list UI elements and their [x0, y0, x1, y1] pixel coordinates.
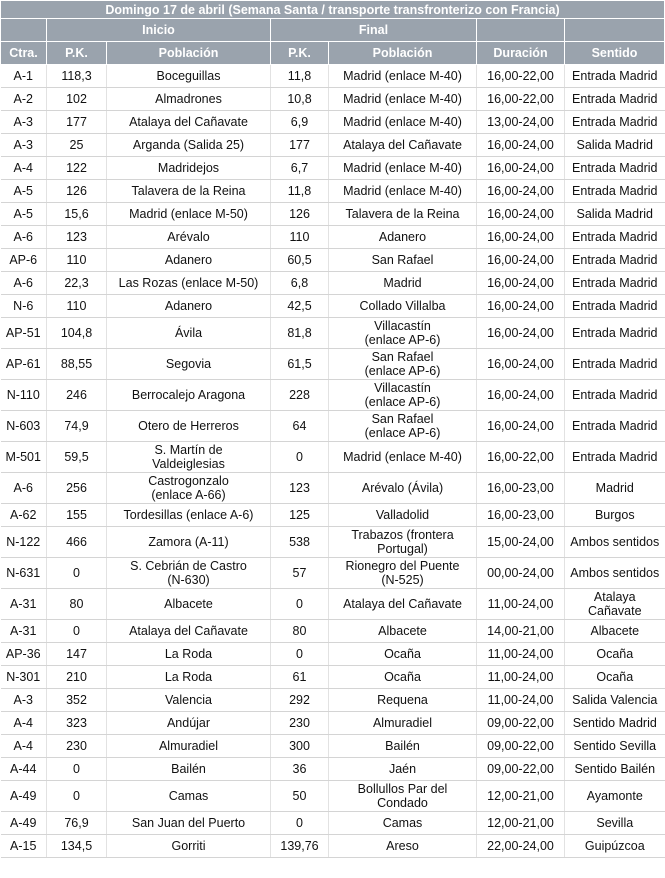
header-spacer — [477, 19, 565, 42]
table-row — [1, 111, 665, 134]
poblacion-final-cell: Bailén — [329, 735, 477, 758]
ctra-cell: A-62 — [1, 504, 47, 527]
ctra-cell: AP-36 — [1, 643, 47, 666]
pk-final-cell: 36 — [271, 758, 329, 781]
poblacion-final-cell: Madrid (enlace M-40) — [329, 157, 477, 180]
table-row — [1, 134, 665, 157]
sentido-cell: Burgos — [565, 504, 665, 527]
duracion-cell: 16,00-24,00 — [477, 134, 565, 157]
table-row — [1, 666, 665, 689]
pk-final-cell: 81,8 — [271, 318, 329, 349]
pk-inicio-cell: 118,3 — [47, 65, 107, 88]
poblacion-inicio-cell: Zamora (A-11) — [107, 527, 271, 558]
table-row — [1, 318, 665, 349]
pk-inicio-cell: 25 — [47, 134, 107, 157]
group-header-final: Final — [271, 19, 477, 42]
duracion-cell: 14,00-21,00 — [477, 620, 565, 643]
poblacion-final-cell: Madrid — [329, 272, 477, 295]
table-row — [1, 180, 665, 203]
pk-final-cell: 6,7 — [271, 157, 329, 180]
sentido-cell: Entrada Madrid — [565, 180, 665, 203]
poblacion-inicio-cell: Talavera de la Reina — [107, 180, 271, 203]
poblacion-inicio-cell: S. Cebrián de Castro (N-630) — [107, 558, 271, 589]
poblacion-inicio-cell: Madrid (enlace M-50) — [107, 203, 271, 226]
poblacion-inicio-cell: Segovia — [107, 349, 271, 380]
duracion-cell: 16,00-24,00 — [477, 203, 565, 226]
ctra-cell: A-1 — [1, 65, 47, 88]
sentido-cell: Albacete — [565, 620, 665, 643]
ctra-cell: A-49 — [1, 812, 47, 835]
ctra-cell: A-5 — [1, 180, 47, 203]
pk-inicio-cell: 104,8 — [47, 318, 107, 349]
sentido-cell: Entrada Madrid — [565, 249, 665, 272]
column-header-ctra: Ctra. — [1, 42, 47, 65]
poblacion-inicio-cell: Madridejos — [107, 157, 271, 180]
pk-final-cell: 57 — [271, 558, 329, 589]
poblacion-inicio-cell: La Roda — [107, 666, 271, 689]
sentido-cell: Ambos sentidos — [565, 527, 665, 558]
duracion-cell: 16,00-22,00 — [477, 88, 565, 111]
sentido-cell: Sentido Bailén — [565, 758, 665, 781]
poblacion-inicio-cell: Bailén — [107, 758, 271, 781]
table-row — [1, 249, 665, 272]
pk-final-cell: 6,9 — [271, 111, 329, 134]
poblacion-final-cell: Madrid (enlace M-40) — [329, 180, 477, 203]
pk-inicio-cell: 177 — [47, 111, 107, 134]
pk-inicio-cell: 466 — [47, 527, 107, 558]
poblacion-inicio-cell: Almadrones — [107, 88, 271, 111]
sentido-cell: Atalaya Cañavate — [565, 589, 665, 620]
poblacion-inicio-cell: Camas — [107, 781, 271, 812]
poblacion-inicio-cell: Arganda (Salida 25) — [107, 134, 271, 157]
pk-final-cell: 64 — [271, 411, 329, 442]
duracion-cell: 16,00-23,00 — [477, 473, 565, 504]
poblacion-inicio-cell: Almuradiel — [107, 735, 271, 758]
pk-inicio-cell: 147 — [47, 643, 107, 666]
duracion-cell: 16,00-24,00 — [477, 318, 565, 349]
duracion-cell: 16,00-24,00 — [477, 272, 565, 295]
poblacion-inicio-cell: Otero de Herreros — [107, 411, 271, 442]
poblacion-final-cell: Madrid (enlace M-40) — [329, 88, 477, 111]
column-header-sentido: Sentido — [565, 42, 665, 65]
duracion-cell: 16,00-24,00 — [477, 226, 565, 249]
pk-final-cell: 292 — [271, 689, 329, 712]
pk-final-cell: 110 — [271, 226, 329, 249]
poblacion-inicio-cell: La Roda — [107, 643, 271, 666]
sentido-cell: Ayamonte — [565, 781, 665, 812]
pk-inicio-cell: 110 — [47, 295, 107, 318]
sentido-cell: Ambos sentidos — [565, 558, 665, 589]
duracion-cell: 16,00-23,00 — [477, 504, 565, 527]
sentido-cell: Entrada Madrid — [565, 65, 665, 88]
header-spacer — [565, 19, 665, 42]
pk-inicio-cell: 122 — [47, 157, 107, 180]
table-row — [1, 735, 665, 758]
poblacion-final-cell: Camas — [329, 812, 477, 835]
ctra-cell: A-31 — [1, 589, 47, 620]
poblacion-final-cell: Ocaña — [329, 643, 477, 666]
sentido-cell: Ocaña — [565, 666, 665, 689]
ctra-cell: A-3 — [1, 111, 47, 134]
table-row — [1, 272, 665, 295]
ctra-cell: A-3 — [1, 689, 47, 712]
poblacion-inicio-cell: Gorriti — [107, 835, 271, 858]
sentido-cell: Sentido Sevilla — [565, 735, 665, 758]
duracion-cell: 16,00-24,00 — [477, 349, 565, 380]
pk-inicio-cell: 323 — [47, 712, 107, 735]
poblacion-inicio-cell: Boceguillas — [107, 65, 271, 88]
pk-inicio-cell: 0 — [47, 758, 107, 781]
pk-final-cell: 50 — [271, 781, 329, 812]
sentido-cell: Entrada Madrid — [565, 111, 665, 134]
pk-final-cell: 139,76 — [271, 835, 329, 858]
duracion-cell: 16,00-24,00 — [477, 249, 565, 272]
poblacion-inicio-cell: Arévalo — [107, 226, 271, 249]
ctra-cell: A-6 — [1, 272, 47, 295]
sentido-cell: Madrid — [565, 473, 665, 504]
ctra-cell: A-31 — [1, 620, 47, 643]
table-row — [1, 558, 665, 589]
pk-inicio-cell: 22,3 — [47, 272, 107, 295]
pk-inicio-cell: 210 — [47, 666, 107, 689]
pk-final-cell: 538 — [271, 527, 329, 558]
poblacion-inicio-cell: Andújar — [107, 712, 271, 735]
poblacion-inicio-cell: Las Rozas (enlace M-50) — [107, 272, 271, 295]
sentido-cell: Salida Madrid — [565, 203, 665, 226]
ctra-cell: A-3 — [1, 134, 47, 157]
poblacion-final-cell: Jaén — [329, 758, 477, 781]
duracion-cell: 12,00-21,00 — [477, 781, 565, 812]
pk-final-cell: 0 — [271, 643, 329, 666]
poblacion-final-cell: Albacete — [329, 620, 477, 643]
pk-final-cell: 0 — [271, 442, 329, 473]
table-row — [1, 411, 665, 442]
ctra-cell: N-603 — [1, 411, 47, 442]
poblacion-final-cell: Valladolid — [329, 504, 477, 527]
duracion-cell: 16,00-24,00 — [477, 157, 565, 180]
duracion-cell: 12,00-21,00 — [477, 812, 565, 835]
poblacion-final-cell: Atalaya del Cañavate — [329, 134, 477, 157]
pk-final-cell: 177 — [271, 134, 329, 157]
table-row — [1, 295, 665, 318]
ctra-cell: A-4 — [1, 712, 47, 735]
pk-inicio-cell: 256 — [47, 473, 107, 504]
pk-final-cell: 300 — [271, 735, 329, 758]
poblacion-final-cell: Collado Villalba — [329, 295, 477, 318]
duracion-cell: 11,00-24,00 — [477, 666, 565, 689]
ctra-cell: N-631 — [1, 558, 47, 589]
table-row — [1, 380, 665, 411]
ctra-cell: A-15 — [1, 835, 47, 858]
duracion-cell: 16,00-22,00 — [477, 65, 565, 88]
ctra-cell: AP-61 — [1, 349, 47, 380]
ctra-cell: M-501 — [1, 442, 47, 473]
ctra-cell: A-2 — [1, 88, 47, 111]
ctra-cell: AP-6 — [1, 249, 47, 272]
sentido-cell: Entrada Madrid — [565, 318, 665, 349]
table-row — [1, 157, 665, 180]
poblacion-final-cell: Requena — [329, 689, 477, 712]
pk-inicio-cell: 0 — [47, 781, 107, 812]
ctra-cell: A-49 — [1, 781, 47, 812]
column-header-poblacion-inicio: Población — [107, 42, 271, 65]
pk-final-cell: 0 — [271, 589, 329, 620]
duracion-cell: 09,00-22,00 — [477, 758, 565, 781]
table-row — [1, 781, 665, 812]
table-row — [1, 620, 665, 643]
poblacion-inicio-cell: Atalaya del Cañavate — [107, 620, 271, 643]
duracion-cell: 16,00-24,00 — [477, 295, 565, 318]
duracion-cell: 11,00-24,00 — [477, 643, 565, 666]
table-row — [1, 835, 665, 858]
pk-final-cell: 42,5 — [271, 295, 329, 318]
pk-final-cell: 6,8 — [271, 272, 329, 295]
duracion-cell: 13,00-24,00 — [477, 111, 565, 134]
ctra-cell: N-301 — [1, 666, 47, 689]
column-header-pk-inicio: P.K. — [47, 42, 107, 65]
sentido-cell: Ocaña — [565, 643, 665, 666]
pk-final-cell: 60,5 — [271, 249, 329, 272]
pk-inicio-cell: 246 — [47, 380, 107, 411]
sentido-cell: Entrada Madrid — [565, 349, 665, 380]
table-title: Domingo 17 de abril (Semana Santa / transporte transfronterizo con Francia) — [1, 1, 665, 19]
pk-inicio-cell: 134,5 — [47, 835, 107, 858]
pk-inicio-cell: 76,9 — [47, 812, 107, 835]
duracion-cell: 16,00-24,00 — [477, 411, 565, 442]
poblacion-inicio-cell: Ávila — [107, 318, 271, 349]
sentido-cell: Entrada Madrid — [565, 88, 665, 111]
header-spacer — [1, 19, 47, 42]
pk-final-cell: 0 — [271, 812, 329, 835]
duracion-cell: 22,00-24,00 — [477, 835, 565, 858]
sentido-cell: Entrada Madrid — [565, 157, 665, 180]
pk-inicio-cell: 15,6 — [47, 203, 107, 226]
pk-inicio-cell: 102 — [47, 88, 107, 111]
sentido-cell: Sentido Madrid — [565, 712, 665, 735]
pk-inicio-cell: 126 — [47, 180, 107, 203]
poblacion-final-cell: Trabazos (frontera Portugal) — [329, 527, 477, 558]
duracion-cell: 09,00-22,00 — [477, 712, 565, 735]
duracion-cell: 11,00-24,00 — [477, 589, 565, 620]
table-body — [1, 65, 665, 858]
ctra-cell: A-6 — [1, 226, 47, 249]
duracion-cell: 09,00-22,00 — [477, 735, 565, 758]
poblacion-final-cell: Almuradiel — [329, 712, 477, 735]
pk-final-cell: 228 — [271, 380, 329, 411]
sentido-cell: Entrada Madrid — [565, 380, 665, 411]
table-row — [1, 203, 665, 226]
duracion-cell: 15,00-24,00 — [477, 527, 565, 558]
poblacion-inicio-cell: Tordesillas (enlace A-6) — [107, 504, 271, 527]
pk-inicio-cell: 88,55 — [47, 349, 107, 380]
poblacion-final-cell: Madrid (enlace M-40) — [329, 442, 477, 473]
poblacion-final-cell: Bollullos Par del Condado — [329, 781, 477, 812]
poblacion-final-cell: San Rafael (enlace AP-6) — [329, 411, 477, 442]
pk-final-cell: 10,8 — [271, 88, 329, 111]
table-row — [1, 226, 665, 249]
table-row — [1, 689, 665, 712]
table-row — [1, 527, 665, 558]
pk-final-cell: 11,8 — [271, 180, 329, 203]
poblacion-final-cell: Arévalo (Ávila) — [329, 473, 477, 504]
pk-inicio-cell: 123 — [47, 226, 107, 249]
column-header-poblacion-final: Población — [329, 42, 477, 65]
poblacion-inicio-cell: San Juan del Puerto — [107, 812, 271, 835]
poblacion-final-cell: Atalaya del Cañavate — [329, 589, 477, 620]
poblacion-final-cell: Rionegro del Puente (N-525) — [329, 558, 477, 589]
ctra-cell: A-5 — [1, 203, 47, 226]
sentido-cell: Sevilla — [565, 812, 665, 835]
sentido-cell: Entrada Madrid — [565, 411, 665, 442]
poblacion-inicio-cell: Berrocalejo Aragona — [107, 380, 271, 411]
poblacion-final-cell: Villacastín (enlace AP-6) — [329, 380, 477, 411]
pk-final-cell: 11,8 — [271, 65, 329, 88]
ctra-cell: A-4 — [1, 735, 47, 758]
sentido-cell: Entrada Madrid — [565, 272, 665, 295]
pk-inicio-cell: 80 — [47, 589, 107, 620]
table-row — [1, 65, 665, 88]
poblacion-inicio-cell: Albacete — [107, 589, 271, 620]
sentido-cell: Entrada Madrid — [565, 226, 665, 249]
pk-final-cell: 61,5 — [271, 349, 329, 380]
poblacion-final-cell: San Rafael — [329, 249, 477, 272]
ctra-cell: A-4 — [1, 157, 47, 180]
poblacion-final-cell: Villacastín (enlace AP-6) — [329, 318, 477, 349]
poblacion-final-cell: Adanero — [329, 226, 477, 249]
pk-inicio-cell: 352 — [47, 689, 107, 712]
sentido-cell: Entrada Madrid — [565, 295, 665, 318]
table-row — [1, 643, 665, 666]
sentido-cell: Guipúzcoa — [565, 835, 665, 858]
poblacion-final-cell: Madrid (enlace M-40) — [329, 65, 477, 88]
poblacion-inicio-cell: Castrogonzalo (enlace A-66) — [107, 473, 271, 504]
poblacion-final-cell: Madrid (enlace M-40) — [329, 111, 477, 134]
poblacion-inicio-cell: S. Martín de Valdeiglesias — [107, 442, 271, 473]
ctra-cell: N-6 — [1, 295, 47, 318]
table-row — [1, 88, 665, 111]
sentido-cell: Salida Valencia — [565, 689, 665, 712]
pk-inicio-cell: 74,9 — [47, 411, 107, 442]
ctra-cell: N-122 — [1, 527, 47, 558]
ctra-cell: N-110 — [1, 380, 47, 411]
sentido-cell: Entrada Madrid — [565, 442, 665, 473]
poblacion-final-cell: San Rafael (enlace AP-6) — [329, 349, 477, 380]
pk-inicio-cell: 59,5 — [47, 442, 107, 473]
pk-inicio-cell: 230 — [47, 735, 107, 758]
duracion-cell: 16,00-24,00 — [477, 180, 565, 203]
poblacion-inicio-cell: Atalaya del Cañavate — [107, 111, 271, 134]
table-row — [1, 812, 665, 835]
pk-final-cell: 126 — [271, 203, 329, 226]
table-row — [1, 712, 665, 735]
duracion-cell: 00,00-24,00 — [477, 558, 565, 589]
pk-inicio-cell: 0 — [47, 620, 107, 643]
ctra-cell: AP-51 — [1, 318, 47, 349]
table-row — [1, 504, 665, 527]
poblacion-inicio-cell: Adanero — [107, 295, 271, 318]
pk-final-cell: 80 — [271, 620, 329, 643]
table-row — [1, 589, 665, 620]
pk-final-cell: 125 — [271, 504, 329, 527]
duracion-cell: 16,00-22,00 — [477, 442, 565, 473]
poblacion-inicio-cell: Adanero — [107, 249, 271, 272]
column-header-pk-final: P.K. — [271, 42, 329, 65]
group-header-inicio: Inicio — [47, 19, 271, 42]
pk-inicio-cell: 155 — [47, 504, 107, 527]
pk-final-cell: 123 — [271, 473, 329, 504]
poblacion-final-cell: Ocaña — [329, 666, 477, 689]
poblacion-final-cell: Areso — [329, 835, 477, 858]
pk-inicio-cell: 110 — [47, 249, 107, 272]
poblacion-final-cell: Talavera de la Reina — [329, 203, 477, 226]
pk-final-cell: 61 — [271, 666, 329, 689]
ctra-cell: A-6 — [1, 473, 47, 504]
table-row — [1, 442, 665, 473]
column-header-duracion: Duración — [477, 42, 565, 65]
duracion-cell: 16,00-24,00 — [477, 380, 565, 411]
table-row — [1, 758, 665, 781]
table-row — [1, 473, 665, 504]
table-row — [1, 349, 665, 380]
ctra-cell: A-44 — [1, 758, 47, 781]
sentido-cell: Salida Madrid — [565, 134, 665, 157]
duracion-cell: 11,00-24,00 — [477, 689, 565, 712]
poblacion-inicio-cell: Valencia — [107, 689, 271, 712]
pk-inicio-cell: 0 — [47, 558, 107, 589]
pk-final-cell: 230 — [271, 712, 329, 735]
